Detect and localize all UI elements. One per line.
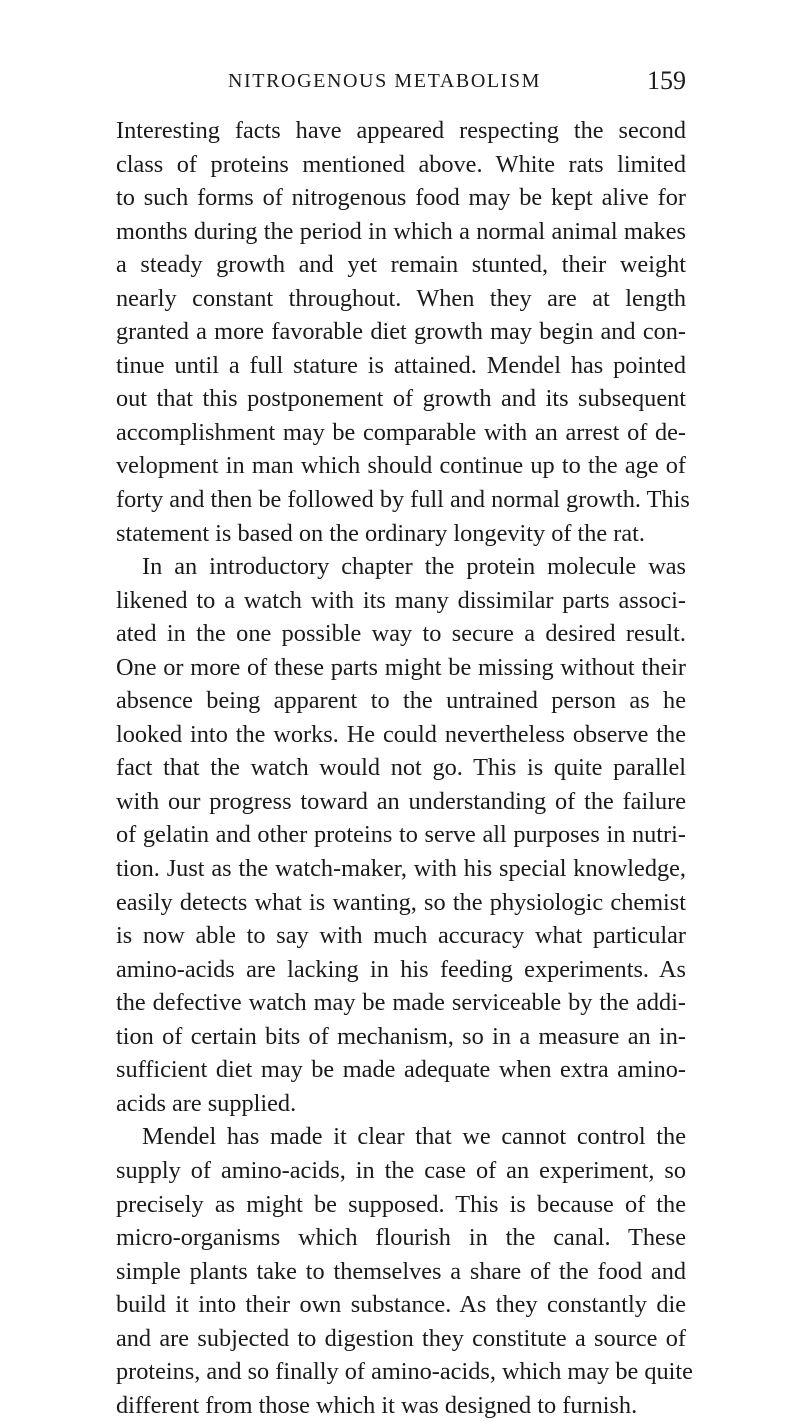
text-line: One or more of these parts might be missing without their bbox=[116, 653, 686, 681]
text-line: with our progress toward an understanding of the failure bbox=[116, 787, 686, 815]
paragraph-2 bbox=[116, 550, 686, 1120]
text-line: In an introductory chapter the protein molecule was bbox=[142, 553, 686, 581]
text-line: a steady growth and yet remain stunted, their weight bbox=[116, 251, 686, 279]
text-line: simple plants take to themselves a share of the food and bbox=[116, 1257, 686, 1285]
text-line: absence being apparent to the untrained person as he bbox=[116, 687, 686, 715]
text-line: ated in the one possible way to secure a desired result. bbox=[116, 620, 686, 648]
text-line: forty and then be followed by full and normal growth. This bbox=[116, 486, 690, 514]
body-text bbox=[116, 114, 693, 1422]
text-line: fact that the watch would not go. This is quite parallel bbox=[116, 754, 686, 782]
text-line: tion. Just as the watch-maker, with his special knowledge, bbox=[116, 855, 686, 883]
text-line: Interesting facts have appeared respecting the second bbox=[116, 117, 686, 144]
text-line: nearly constant throughout. When they are at length bbox=[116, 284, 686, 312]
page-number: 159 bbox=[647, 66, 686, 95]
text-line: class of proteins mentioned above. White rats limited bbox=[116, 150, 686, 178]
text-line: easily detects what is wanting, so the physiologic chemist bbox=[116, 888, 686, 916]
text-line: build it into their own substance. As they constantly die bbox=[116, 1291, 686, 1319]
paragraph-1 bbox=[116, 114, 690, 550]
text-line: and are subjected to digestion they constitute a source of bbox=[116, 1324, 686, 1352]
text-line: different from those which it was designed to furnish. bbox=[116, 1391, 638, 1419]
text-line: tion of certain bits of mechanism, so in a measure an in- bbox=[116, 1022, 686, 1050]
text-line: out that this postponement of growth and its subsequent bbox=[116, 385, 686, 413]
text-line: statement is based on the ordinary longevity of the rat. bbox=[116, 519, 645, 547]
text-line: accomplishment may be comparable with an arrest of de- bbox=[116, 418, 686, 446]
text-line: tinue until a full stature is attained. Mendel has pointed bbox=[116, 351, 686, 379]
text-line: supply of amino-acids, in the case of an experiment, so bbox=[116, 1156, 686, 1184]
text-line: Mendel has made it clear that we cannot control the bbox=[142, 1123, 686, 1151]
paragraph-3 bbox=[116, 1120, 693, 1422]
text-line: micro-organisms which flourish in the canal. These bbox=[116, 1224, 686, 1252]
text-line: acids are supplied. bbox=[116, 1089, 297, 1117]
text-line: granted a more favorable diet growth may begin and con- bbox=[116, 318, 686, 346]
page-header bbox=[116, 66, 686, 102]
text-line: looked into the works. He could nevertheless observe the bbox=[116, 720, 686, 748]
running-title: NITROGENOUS METABOLISM bbox=[228, 70, 542, 92]
text-line: proteins, and so finally of amino-acids, which may be quite bbox=[116, 1358, 693, 1386]
text-line: the defective watch may be made serviceable by the addi- bbox=[116, 989, 686, 1017]
text-line: sufficient diet may be made adequate when extra amino- bbox=[116, 1056, 686, 1084]
text-line: to such forms of nitrogenous food may be kept alive for bbox=[116, 184, 686, 212]
text-line: velopment in man which should continue up to the age of bbox=[116, 452, 686, 480]
text-line: amino-acids are lacking in his feeding experiments. As bbox=[116, 955, 686, 983]
text-line: likened to a watch with its many dissimilar parts associ- bbox=[116, 586, 686, 614]
text-line: months during the period in which a normal animal makes bbox=[116, 217, 686, 245]
text-line: is now able to say with much accuracy what particular bbox=[116, 922, 686, 950]
text-line: of gelatin and other proteins to serve all purposes in nutri- bbox=[116, 821, 686, 849]
text-line: precisely as might be supposed. This is because of the bbox=[116, 1190, 686, 1218]
